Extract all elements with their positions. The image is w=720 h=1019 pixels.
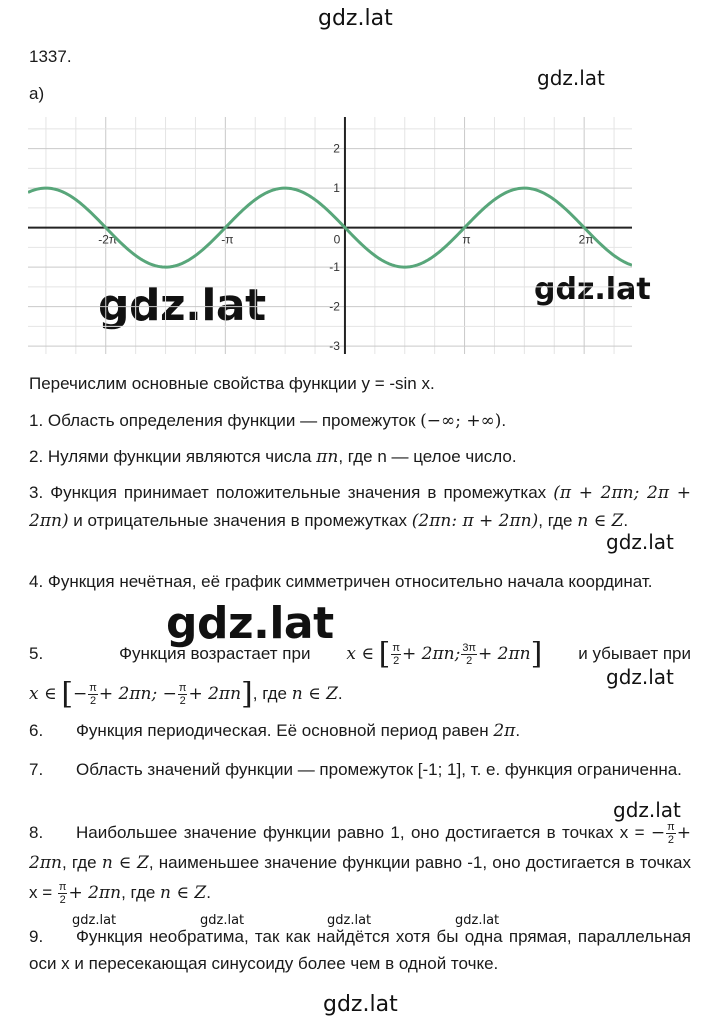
x-tick-label: -2π [98, 232, 118, 247]
p6-number: 6. [29, 721, 44, 740]
watermark-right-3: gdz.lat [606, 665, 674, 689]
p8-frac-2: $\frac{\pi}{2}$ [58, 881, 67, 907]
p1-math: (−∞; +∞) [420, 411, 502, 431]
watermark-large-2: gdz.lat [166, 598, 334, 649]
watermark-small-3: gdz.lat [327, 913, 372, 928]
p3-math-2: (2πn: π + 2πn) [411, 511, 539, 531]
x-tick-label: 0 [333, 232, 341, 247]
problem-number: 1337. [29, 47, 72, 66]
watermark-small-1: gdz.lat [72, 913, 117, 928]
function-graph [28, 117, 632, 354]
watermark-right-2: gdz.lat [606, 530, 674, 554]
property-7 [29, 756, 691, 783]
p3-math-1: (π + 2πn; 2π + 2πn) [29, 483, 691, 531]
p6-math: 2π [493, 721, 516, 741]
p9-text: Функция необратима, так как найдётся хотя бы одна прямая, параллельная оси x и пересекающая синусоиду более чем в одной точке. [29, 927, 691, 973]
p8-math-5: n ∈ Z [160, 883, 207, 903]
p2-end: , где n — целое число. [338, 447, 517, 466]
y-tick-label: -3 [329, 339, 340, 354]
p5-bracket-close: ] [530, 636, 543, 672]
p5-math-2: + 2πn [478, 644, 531, 664]
p5-number: 5. [29, 644, 44, 663]
p6-end: . [515, 721, 521, 740]
p3-text-1: 3. Функция принимает положительные значения в промежутках [29, 483, 554, 502]
y-tick-label: -2 [329, 299, 340, 314]
p5-text-3: , где [252, 684, 292, 703]
p3-text-3: , где [538, 511, 578, 530]
property-3 [29, 479, 691, 535]
intro-text: Перечислим основные свойства функции y = -sin x. [29, 374, 435, 393]
p8-text-1: Наибольшее значение функции равно 1, оно достигается в точках x = [76, 823, 651, 842]
p1-end: . [501, 411, 507, 430]
p5-math-5: + 2πn; − [98, 684, 177, 704]
watermark-large-1: gdz.lat [98, 280, 266, 331]
p2-math: πn [316, 447, 339, 467]
problem-part: а) [29, 84, 45, 103]
p9-number: 9. [29, 927, 44, 946]
property-6 [29, 717, 691, 745]
property-8 [29, 818, 691, 908]
p7-text: Область значений функции — промежуток [-1; 1], т. е. функция ограниченна. [76, 760, 682, 779]
p5-end: . [337, 684, 343, 703]
watermark-bold-right: gdz.lat [534, 272, 651, 307]
y-tick-label: -1 [329, 260, 340, 275]
p5-math-1: + 2πn; [401, 644, 461, 664]
p5-bracket-open-2: [ [61, 676, 74, 712]
watermark-bottom: gdz.lat [323, 992, 398, 1017]
p8-number: 8. [29, 823, 44, 842]
p5-line-1 [29, 634, 691, 674]
p5-bracket-close-2: ] [241, 676, 253, 712]
p8-math-1: − [650, 823, 666, 843]
p3-math-3: n ∈ Z [577, 511, 624, 531]
x-tick-label: -π [221, 232, 234, 247]
property-2 [29, 443, 691, 471]
p5-math-6: + 2πn [188, 684, 242, 704]
p2-text: 2. Нулями функции являются числа [29, 447, 317, 466]
p8-math-2: + 2πn [29, 823, 691, 873]
watermark-right-1: gdz.lat [537, 66, 605, 90]
p5-math-4: − [73, 684, 88, 704]
p3-text-2: и отрицательные значения в промежутках [68, 511, 412, 530]
p5-bracket-open: [ [378, 636, 391, 672]
p5-math-7: n ∈ Z [291, 684, 338, 704]
property-5 [29, 634, 691, 714]
graph-axes [28, 117, 632, 354]
watermark-top: gdz.lat [318, 6, 393, 31]
watermark-small-4: gdz.lat [455, 913, 500, 928]
property-4: 4. Функция нечётная, её график симметричен относительно начала координат. [29, 572, 653, 591]
p5-math-0: x ∈ [346, 644, 374, 664]
graph-grid [28, 117, 632, 354]
p5-frac-4: $\frac{\pi}{2}$ [178, 682, 187, 708]
p8-end: . [206, 883, 211, 902]
p8-math-4: + 2πn [68, 883, 122, 903]
watermark-small-2: gdz.lat [200, 913, 245, 928]
p5-frac-1: $\frac{\pi}{2}$ [392, 642, 400, 668]
p5-line-2 [29, 674, 691, 714]
watermark-right-4: gdz.lat [613, 798, 681, 822]
p8-text-4: , где [121, 883, 161, 902]
p6-text: Функция периодическая. Её основной период равен [76, 721, 494, 740]
p5-interval-1 [346, 634, 542, 674]
y-tick-label: 1 [333, 181, 340, 196]
p5-frac-3: $\frac{\pi}{2}$ [89, 682, 97, 708]
p5-math-3: x ∈ [29, 684, 57, 704]
p7-number: 7. [29, 760, 44, 779]
p8-text-3: , наименьшее значение функции равно -1, оно достигается в точках x = [29, 853, 691, 902]
p5-text-1: Функция возрастает при [119, 644, 311, 663]
p5-frac-2: $\frac{3\pi}{2}$ [462, 642, 477, 668]
property-9 [29, 923, 691, 977]
property-1 [29, 407, 691, 435]
p1-text: 1. Область определения функции — промежуток [29, 411, 421, 430]
p5-text-2: и убывает при [578, 644, 691, 663]
p8-text-2: , где [61, 853, 102, 872]
y-tick-label: 2 [333, 141, 340, 156]
x-tick-label: 2π [578, 232, 594, 247]
p8-frac-1: $\frac{\pi}{2}$ [667, 821, 675, 847]
p3-end: . [623, 511, 629, 530]
p8-math-3: n ∈ Z [101, 853, 149, 873]
x-tick-label: π [462, 232, 471, 247]
